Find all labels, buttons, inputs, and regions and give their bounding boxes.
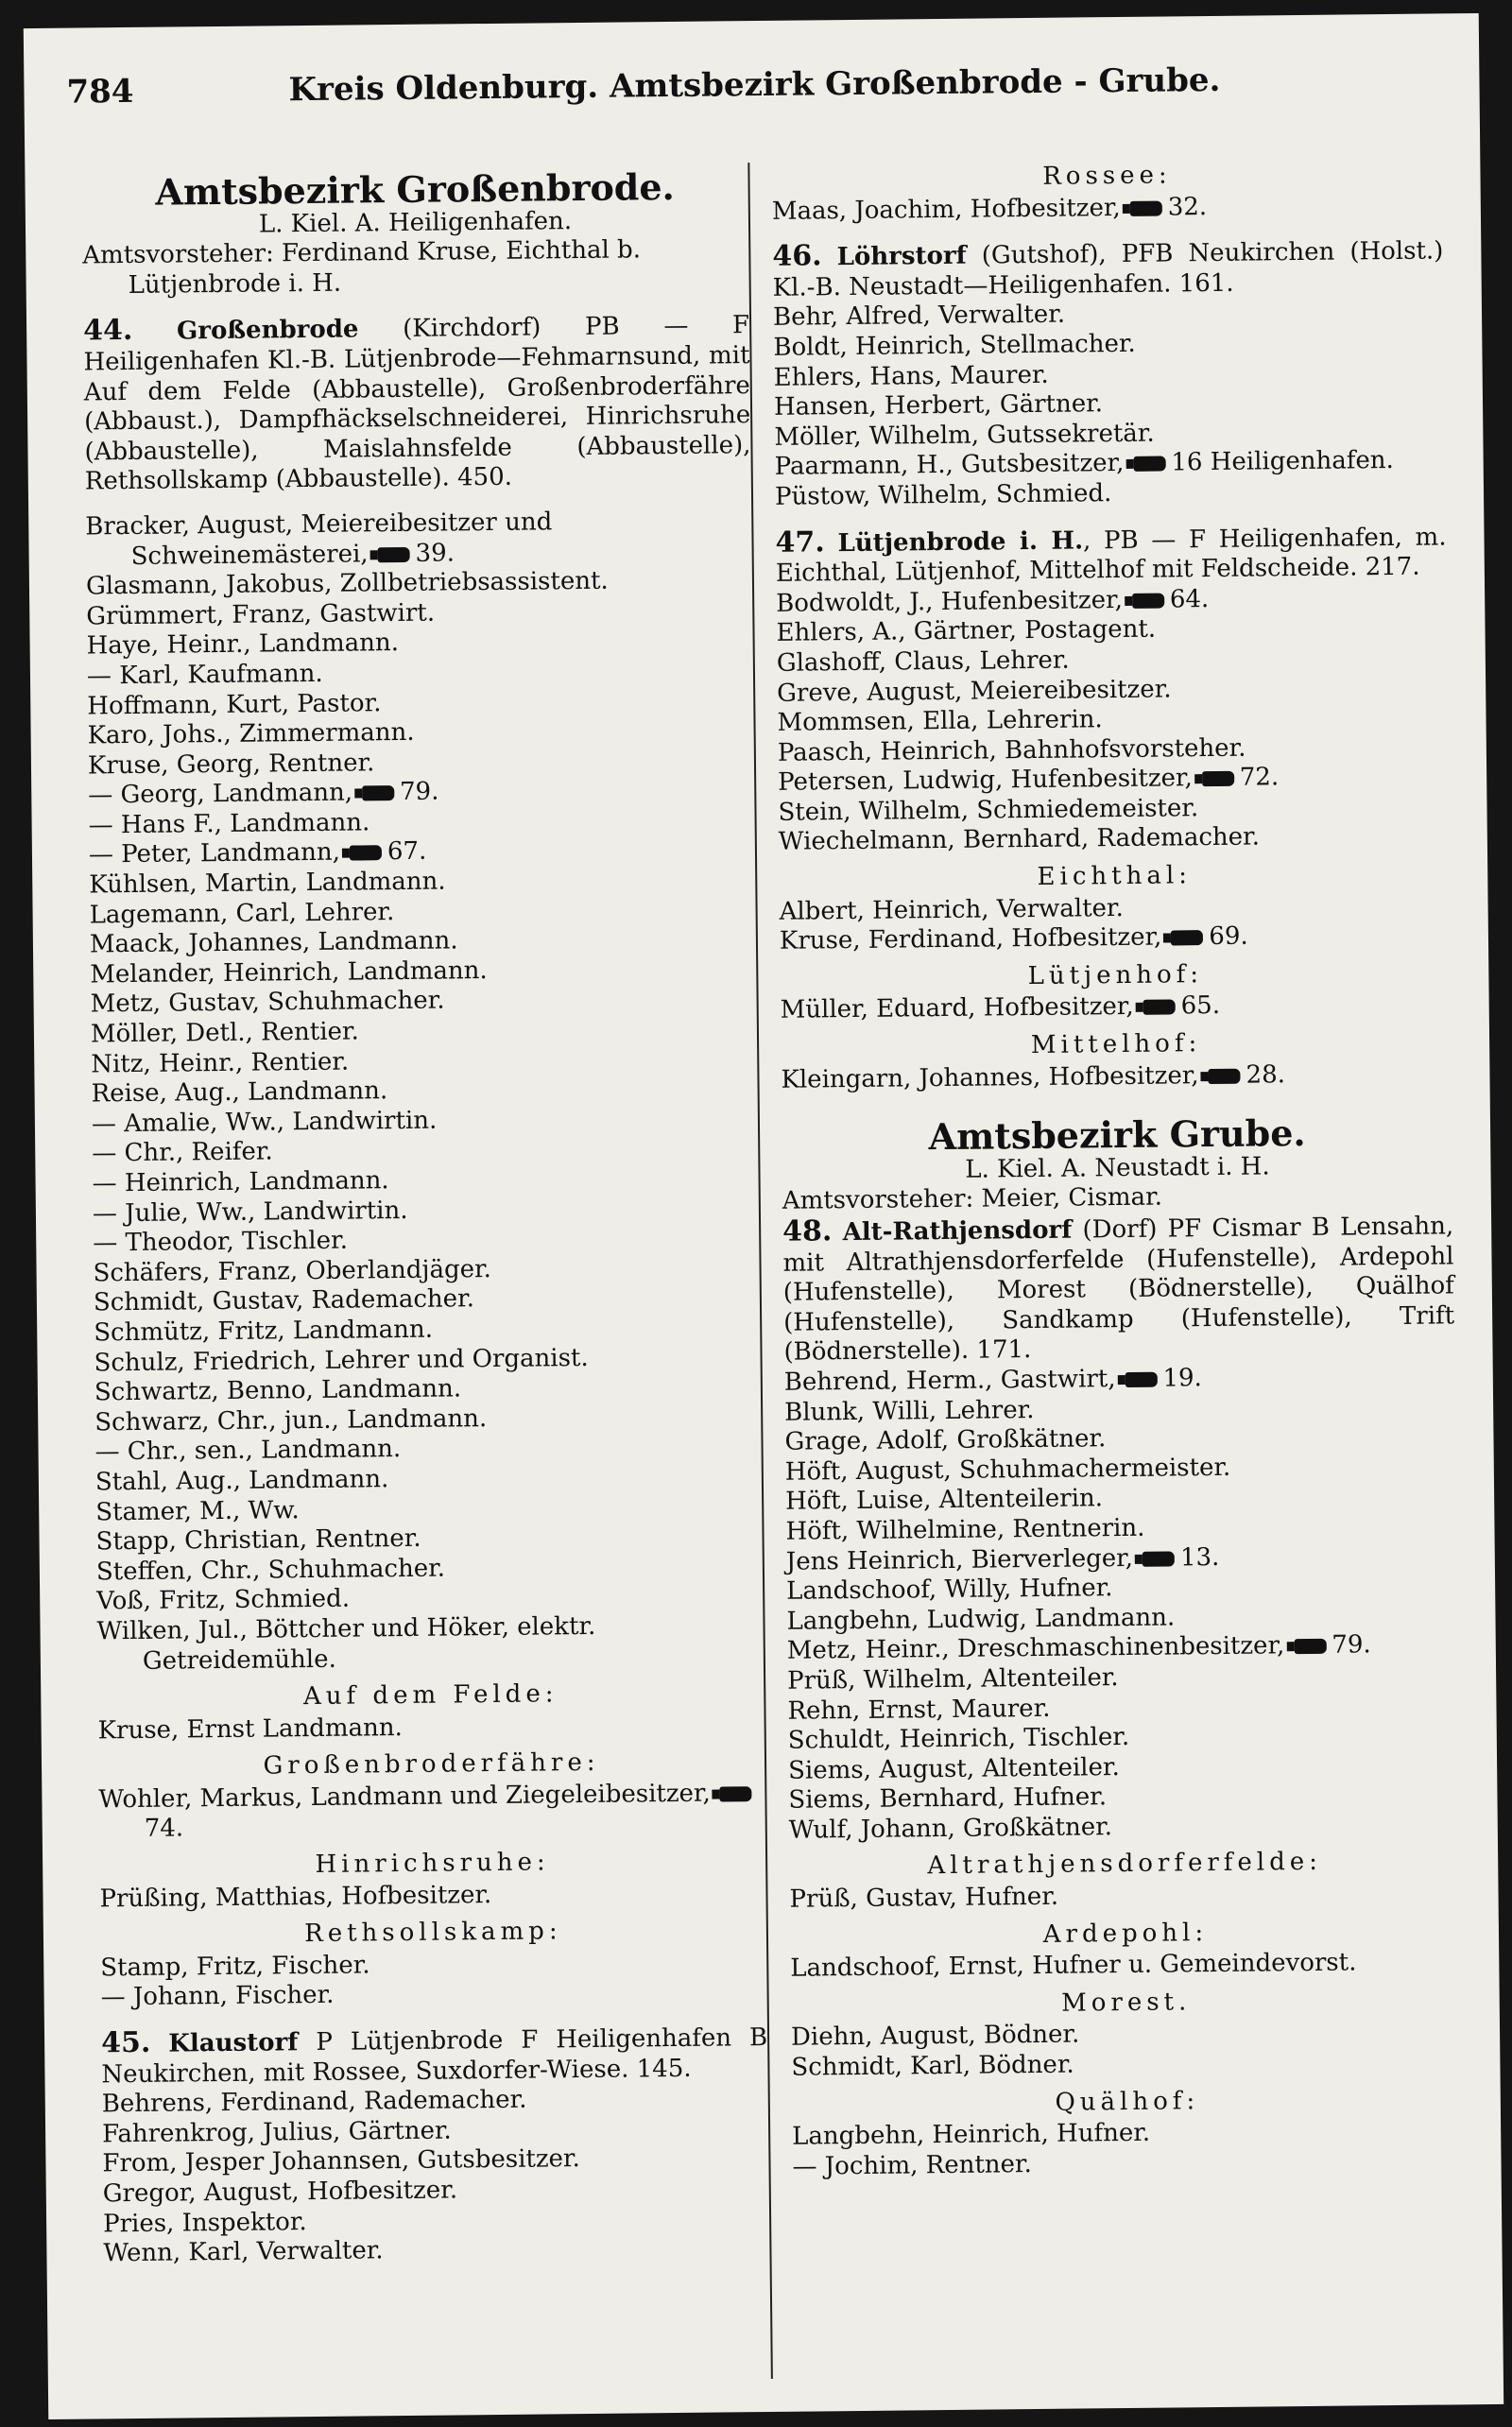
car-icon — [1132, 593, 1164, 608]
entry: Schulz, Friedrich, Lehrer und Organist. — [94, 1343, 589, 1377]
entry: Kleingarn, Johannes, Hofbesitzer, 28. — [781, 1059, 1286, 1094]
entry: — Heinrich, Landmann. — [92, 1166, 389, 1198]
place-paragraph — [782, 1210, 1455, 1368]
place-name: Löhrstorf — [836, 241, 967, 272]
district-subtitle: L. Kiel. A. Heiligenhafen. — [258, 206, 573, 239]
entry-list — [98, 1710, 765, 1747]
place-number: 48. — [782, 1214, 833, 1248]
entry: Diehn, August, Bödner. — [790, 2020, 1080, 2053]
car-icon — [1294, 1639, 1326, 1654]
entry: Maack, Johannes, Landmann. — [89, 926, 458, 959]
entry: Grage, Adolf, Großkätner. — [784, 1424, 1107, 1456]
entry: Karo, Johs., Zimmermann. — [87, 717, 415, 750]
district-head: Amtsvorsteher: Meier, Cismar. — [782, 1182, 1163, 1216]
place-paragraph — [101, 2022, 768, 2091]
entry: — Julie, Ww., Landwirtin. — [92, 1196, 408, 1229]
entry: Prüßing, Matthias, Hofbesitzer. — [99, 1880, 492, 1914]
entry: Maas, Joachim, Hofbesitzer, 32. — [771, 192, 1208, 226]
entry: Lagemann, Carl, Lehrer. — [89, 897, 395, 930]
locality-heading: Rethsollskamp: — [304, 1917, 562, 1949]
entry: Höft, August, Schuhmachermeister. — [784, 1453, 1231, 1487]
place-text: (Dorf) PF Cismar B Lensahn, mit Altrathjensdorferfelde (Hufenstelle), Ardepohl (Hufenstelle), Morest (Bödnerstelle), Quälhof (Hufenstelle), Sandkamp (Hufenstelle), Trift (Bödnerstelle). 171. — [782, 1212, 1455, 1368]
place-text: P Lütjenbrode F Heiligenhafen B Neukirchen, mit Rossee, Suxdorfer-Wiese. 145. — [101, 2023, 768, 2090]
entry: Schäfers, Franz, Oberlandjäger. — [93, 1254, 492, 1288]
phone-number: 65. — [1180, 991, 1221, 1021]
entry: — Chr., Reifer. — [92, 1137, 273, 1168]
phone-number: 79. — [1332, 1630, 1371, 1661]
car-icon — [720, 1786, 752, 1801]
entry: Höft, Luise, Altenteilerin. — [785, 1484, 1104, 1517]
car-icon — [1171, 930, 1203, 945]
entry: Prüß, Gustav, Hufner. — [789, 1882, 1059, 1914]
entry: Wilken, Jul., Böttcher und Höker, elektr. Getreidemühle. — [96, 1611, 596, 1676]
entry: Bodwoldt, J., Hufenbesitzer, 64. — [776, 584, 1210, 618]
entry: Kruse, Ernst Landmann. — [97, 1713, 403, 1746]
entry: Petersen, Ludwig, Hufenbesitzer, 72. — [778, 763, 1280, 798]
entry: Möller, Wilhelm, Gutssekretär. — [774, 419, 1155, 452]
place-number: 44. — [82, 314, 133, 348]
entry: Püstow, Wilhelm, Schmied. — [774, 479, 1112, 511]
entry: Boldt, Heinrich, Stellmacher. — [773, 329, 1136, 362]
entry: Albert, Heinrich, Verwalter. — [779, 893, 1124, 926]
entry: From, Jesper Johannsen, Gutsbesitzer. — [102, 2144, 580, 2178]
car-icon — [362, 785, 394, 800]
locality-heading: Mittelhof: — [1030, 1029, 1202, 1060]
entry: — Theodor, Tischler. — [93, 1226, 349, 1258]
entry: Kruse, Georg, Rentner. — [87, 748, 375, 781]
car-icon — [1209, 1068, 1241, 1083]
entry: Höft, Wilhelmine, Rentnerin. — [785, 1513, 1145, 1546]
page-number: 784 — [66, 72, 134, 112]
entry: Langbehn, Heinrich, Hufner. — [792, 2118, 1151, 2151]
place-paragraph — [772, 235, 1444, 304]
phone-number: 13. — [1179, 1542, 1220, 1572]
place-text: (Kirchdorf) PB — F Heiligenhafen Kl.-B. Lütjenbrode—Fehmarnsund, mit Auf dem Felde (Abbaustelle), Großenbroderfähre (Abbaust.), Dampfhäckselschneiderei, Hinrichsruhe (Abbaustelle), Maislahnsfelde (Abbaustelle), Rethsollskamp (Abbaustelle). 450. — [83, 311, 751, 496]
entry: Wenn, Karl, Verwalter. — [103, 2236, 384, 2268]
entry: Siems, Bernhard, Hufner. — [788, 1782, 1108, 1816]
car-icon — [1133, 456, 1165, 472]
entry: Stapp, Christian, Rentner. — [95, 1523, 421, 1557]
directory-page — [24, 13, 1503, 2419]
entry-list — [791, 2017, 1463, 2084]
place-name: Klaustorf — [168, 2028, 299, 2058]
entry: Gregor, August, Hofbesitzer. — [102, 2176, 458, 2209]
entry: Wulf, Johann, Großkätner. — [788, 1813, 1113, 1845]
locality-heading: Auf dem Felde: — [302, 1679, 558, 1712]
phone-number: 69. — [1209, 921, 1248, 952]
phone-number: 19. — [1162, 1364, 1203, 1393]
left-column — [81, 158, 769, 2269]
entry-list — [790, 1948, 1461, 1985]
car-icon — [1143, 1000, 1176, 1015]
entry: Mommsen, Ella, Lehrerin. — [777, 705, 1103, 737]
district-title: Amtsbezirk Großenbrode. — [155, 164, 676, 214]
entry: Hoffmann, Kurt, Pastor. — [87, 688, 382, 720]
entry: — Peter, Landmann, 67. — [88, 837, 427, 869]
place-name: Alt-Rathjensdorf — [842, 1215, 1073, 1248]
entry-list — [100, 1947, 767, 2014]
entry: Möller, Detl., Rentier. — [90, 1017, 359, 1049]
place-name: Lütjenbrode i. H. — [837, 525, 1084, 558]
locality-heading: Quälhof: — [1055, 2086, 1200, 2117]
entry: Siems, August, Altenteiler. — [787, 1752, 1120, 1785]
district-subtitle: L. Kiel. A. Neustadt i. H. — [965, 1152, 1270, 1184]
entry: Landschoof, Willy, Hufner. — [786, 1574, 1113, 1606]
entry: Landschoof, Ernst, Hufner u. Gemeindevorst. — [790, 1948, 1357, 1983]
entry: Rehn, Ernst, Maurer. — [787, 1694, 1051, 1726]
car-icon — [1202, 771, 1234, 786]
place-number: 46. — [772, 239, 822, 274]
locality-heading: Großenbroderfähre: — [263, 1748, 600, 1781]
entry: Bracker, August, Meiereibesitzer und Schweinemästerei, 39. — [85, 508, 553, 571]
entry-list — [102, 2083, 770, 2269]
entry: Behrens, Ferdinand, Rademacher. — [101, 2085, 527, 2119]
entry: Glashoff, Claus, Lehrer. — [776, 645, 1070, 678]
entry: Schmidt, Gustav, Rademacher. — [93, 1284, 475, 1317]
car-icon — [1143, 1551, 1175, 1566]
entry: Glasmann, Jakobus, Zollbetriebsassistent. — [85, 566, 609, 601]
entry: Langbehn, Ludwig, Landmann. — [786, 1603, 1176, 1636]
entry: Reise, Aug., Landmann. — [91, 1076, 388, 1109]
car-icon — [350, 846, 382, 861]
entry: — Georg, Landmann, 79. — [88, 777, 439, 810]
entry: Jens Heinrich, Bierverleger, 13. — [785, 1542, 1220, 1576]
district-head: Amtsvorsteher: Ferdinand Kruse, Eichthal b. Lütjenbrode i. H. — [82, 235, 642, 300]
entry: Prüß, Wilhelm, Altenteiler. — [786, 1663, 1119, 1695]
phone-number: 72. — [1239, 763, 1280, 792]
entry: Grümmert, Franz, Gastwirt. — [86, 598, 436, 631]
phone-number: 79. — [399, 777, 439, 807]
entry: Behr, Alfred, Verwalter. — [772, 300, 1066, 333]
right-column — [771, 150, 1463, 2182]
phone-number: 74. — [144, 1814, 184, 1844]
entry: Nitz, Heinr., Rentier. — [91, 1047, 350, 1079]
phone-number: 16 Heiligenhafen. — [1171, 446, 1394, 477]
car-icon — [1125, 1372, 1157, 1387]
place-paragraph — [83, 309, 751, 497]
entry: Müller, Eduard, Hofbesitzer, 65. — [780, 991, 1221, 1025]
entry: Hansen, Herbert, Gärtner. — [773, 389, 1104, 422]
entry: Schmidt, Karl, Bödner. — [791, 2050, 1074, 2082]
entry: Metz, Gustav, Schuhmacher. — [90, 986, 445, 1019]
place-text: , PB — F Heiligenhafen, m. Eichthal, Lütjenhof, Mittelhof mit Feldscheide. 217. — [775, 522, 1447, 588]
entry: Voß, Fritz, Schmied. — [96, 1584, 351, 1616]
entry: Wiechelmann, Bernhard, Rademacher. — [778, 822, 1261, 857]
entry: — Hans F., Landmann. — [88, 808, 370, 840]
entry: Greve, August, Meiereibesitzer. — [777, 674, 1172, 708]
phone-number: 32. — [1167, 192, 1208, 222]
entry: — Amalie, Ww., Landwirtin. — [91, 1106, 438, 1139]
entry: Melander, Heinrich, Landmann. — [90, 955, 488, 990]
entry: Metz, Heinr., Dreschmaschinenbesitzer, 79. — [786, 1630, 1371, 1666]
entry: Pries, Inspektor. — [102, 2207, 307, 2238]
entry: — Chr., sen., Landmann. — [94, 1435, 402, 1467]
phone-number: 39. — [415, 538, 455, 568]
locality-heading: Altrathjensdorferfelde: — [927, 1848, 1323, 1881]
place-number: 47. — [775, 525, 825, 559]
entry: Steffen, Chr., Schuhmacher. — [95, 1554, 446, 1587]
entry-list — [89, 864, 764, 1677]
car-icon — [1130, 200, 1162, 215]
page-header — [66, 60, 1221, 112]
entry: Schmütz, Fritz, Landmann. — [94, 1315, 434, 1348]
entry: Ehlers, A., Gärtner, Postagent. — [776, 614, 1157, 648]
locality-heading: Hinrichsruhe: — [315, 1848, 550, 1880]
entry: Schwarz, Chr., jun., Landmann. — [94, 1403, 488, 1437]
place-name: Großenbrode — [176, 315, 359, 346]
entry: — Karl, Kaufmann. — [86, 659, 323, 691]
entry: Stein, Wilhelm, Schmiedemeister. — [778, 794, 1199, 827]
entry: Paasch, Heinrich, Bahnhofsvorsteher. — [777, 733, 1246, 767]
entry: Schuldt, Heinrich, Tischler. — [787, 1723, 1130, 1755]
entry: Ehlers, Hans, Maurer. — [773, 360, 1049, 392]
entry: — Johann, Fischer. — [100, 1981, 335, 2012]
locality-heading: Lütjenhof: — [1027, 959, 1204, 990]
phone-number: 67. — [387, 837, 427, 867]
place-text: (Gutshof), PFB Neukirchen (Holst.) Kl.-B. Neustadt—Heiligenhafen. 161. — [772, 236, 1444, 302]
entry: Behrend, Herm., Gastwirt, 19. — [783, 1364, 1203, 1397]
entry-list — [99, 1878, 765, 1915]
phone-number: 64. — [1169, 584, 1210, 614]
car-icon — [377, 546, 409, 561]
place-paragraph — [775, 521, 1447, 590]
place-number: 45. — [100, 2025, 151, 2060]
locality-heading: Rossee: — [1042, 161, 1172, 191]
entry: Haye, Heinr., Landmann. — [86, 628, 400, 661]
locality-heading: Eichthal: — [1037, 861, 1193, 892]
entry: — Jochim, Rentner. — [792, 2149, 1032, 2181]
entry: Blunk, Willi, Lehrer. — [784, 1395, 1035, 1427]
district-title: Amtsbezirk Grube. — [928, 1111, 1306, 1159]
entry: Kühlsen, Martin, Landmann. — [89, 867, 446, 900]
locality-heading: Morest. — [1061, 1988, 1192, 2018]
entry: Stamp, Fritz, Fischer. — [100, 1951, 370, 1983]
entry: Wohler, Markus, Landmann und Ziegeleibesitzer,74. — [98, 1779, 765, 1846]
phone-number: 28. — [1246, 1059, 1286, 1090]
locality-heading: Ardepohl: — [1042, 1918, 1209, 1949]
entry-list — [792, 2116, 1464, 2183]
entry: Paarmann, H., Gutsbesitzer, 16 Heiligenhafen. — [774, 446, 1394, 482]
entry-list — [789, 1878, 1460, 1915]
entry: Schwartz, Benno, Landmann. — [94, 1374, 462, 1407]
entry: Stahl, Aug., Landmann. — [94, 1465, 389, 1497]
entry: Fahrenkrog, Julius, Gärtner. — [101, 2116, 452, 2149]
running-title: Kreis Oldenburg. Amtsbezirk Großenbrode - Grube. — [288, 60, 1221, 110]
entry: Stamer, M., Ww. — [95, 1495, 300, 1526]
entry: Kruse, Ferdinand, Hofbesitzer, 69. — [779, 921, 1248, 956]
